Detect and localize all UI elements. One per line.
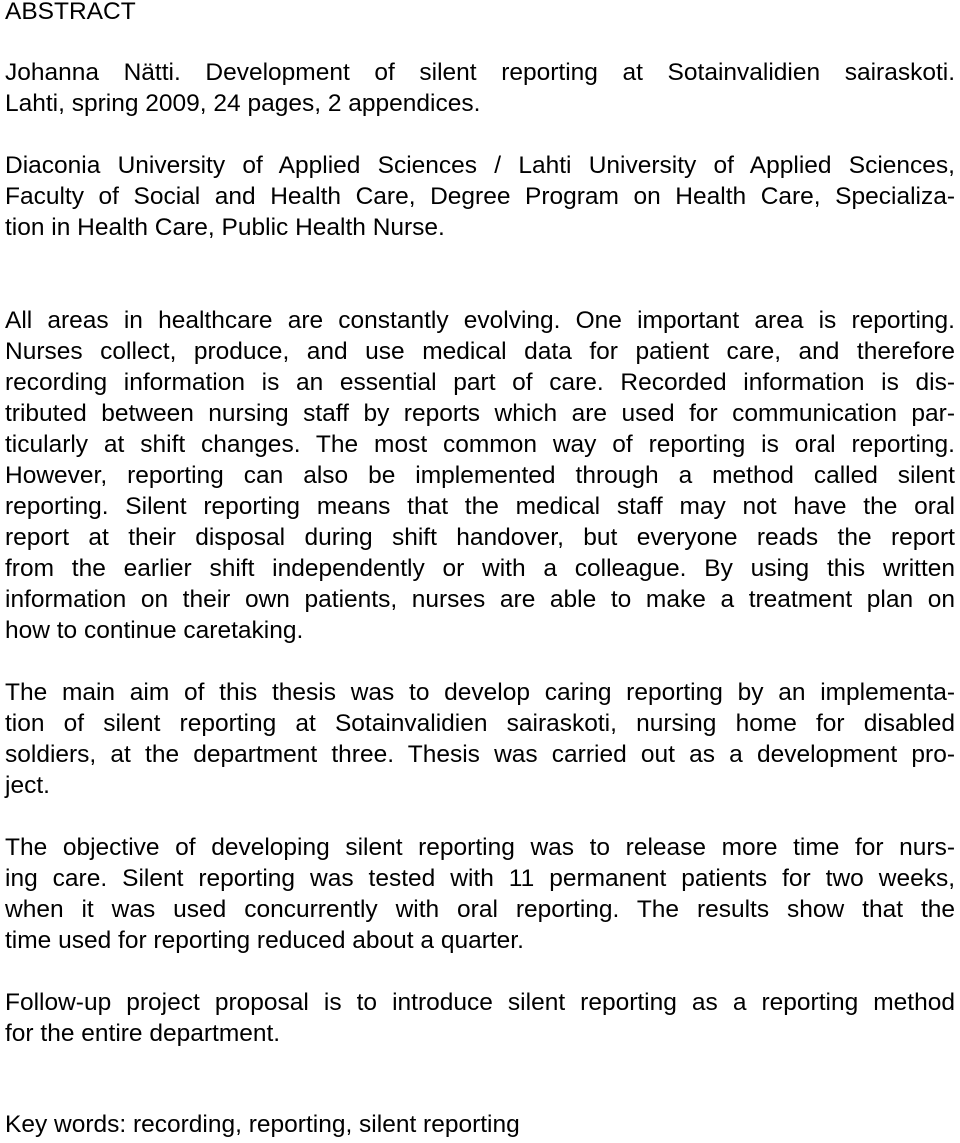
affiliation-line: tion in Health Care, Public Health Nurse. (5, 214, 445, 241)
paragraph-line: ing care. Silent reporting was tested with 11 permanent patients for two weeks, (5, 865, 955, 892)
paragraph-line: reporting. Silent reporting means that the medical staff may not have the oral (5, 493, 955, 520)
paragraph-line: recording information is an essential part of care. Recorded information is dis- (5, 369, 955, 396)
abstract-paragraph-1 (5, 305, 955, 646)
affiliation-line: Diaconia University of Applied Sciences / Lahti University of Applied Sciences, (5, 152, 955, 179)
paragraph-line: time used for reporting reduced about a quarter. (5, 927, 524, 954)
paragraph-line: how to continue caretaking. (5, 617, 304, 644)
citation-line: Lahti, spring 2009, 24 pages, 2 appendices. (5, 90, 481, 117)
paragraph-line: However, reporting can also be implemented through a method called silent (5, 462, 955, 489)
affiliation-line: Faculty of Social and Health Care, Degree Program on Health Care, Specializa- (5, 183, 955, 210)
paragraph-line: from the earlier shift independently or with a colleague. By using this written (5, 555, 955, 582)
paragraph-line: ject. (5, 772, 50, 799)
paragraph-line: tributed between nursing staff by reports which are used for communication par- (5, 400, 955, 427)
abstract-paragraph-2 (5, 677, 955, 801)
paragraph-line: Nurses collect, produce, and use medical data for patient care, and therefore (5, 338, 955, 365)
paragraph-line: when it was used concurrently with oral reporting. The results show that the (5, 896, 955, 923)
paragraph-line: Follow-up project proposal is to introduce silent reporting as a reporting method (5, 989, 955, 1016)
paragraph-line: The objective of developing silent reporting was to release more time for nurs- (5, 834, 955, 861)
affiliation-block (5, 150, 955, 243)
paragraph-line: The main aim of this thesis was to develop caring reporting by an implementa- (5, 679, 955, 706)
paragraph-line: tion of silent reporting at Sotainvalidien sairaskoti, nursing home for disabled (5, 710, 955, 737)
paragraph-line: All areas in healthcare are constantly evolving. One important area is reporting. (5, 307, 955, 334)
paragraph-line: ticularly at shift changes. The most common way of reporting is oral reporting. (5, 431, 955, 458)
abstract-paragraph-4 (5, 987, 955, 1049)
keywords: Key words: recording, reporting, silent reporting (5, 1111, 520, 1138)
paragraph-line: soldiers, at the department three. Thesis was carried out as a development pro- (5, 741, 955, 768)
abstract-paragraph-3 (5, 832, 955, 956)
abstract-heading: ABSTRACT (5, 0, 136, 25)
paragraph-line: report at their disposal during shift handover, but everyone reads the report (5, 524, 955, 551)
paragraph-line: information on their own patients, nurses are able to make a treatment plan on (5, 586, 955, 613)
citation-block (5, 57, 955, 119)
paragraph-line: for the entire department. (5, 1020, 281, 1047)
citation-line: Johanna Nätti. Development of silent reporting at Sotainvalidien sairaskoti. (5, 59, 955, 86)
